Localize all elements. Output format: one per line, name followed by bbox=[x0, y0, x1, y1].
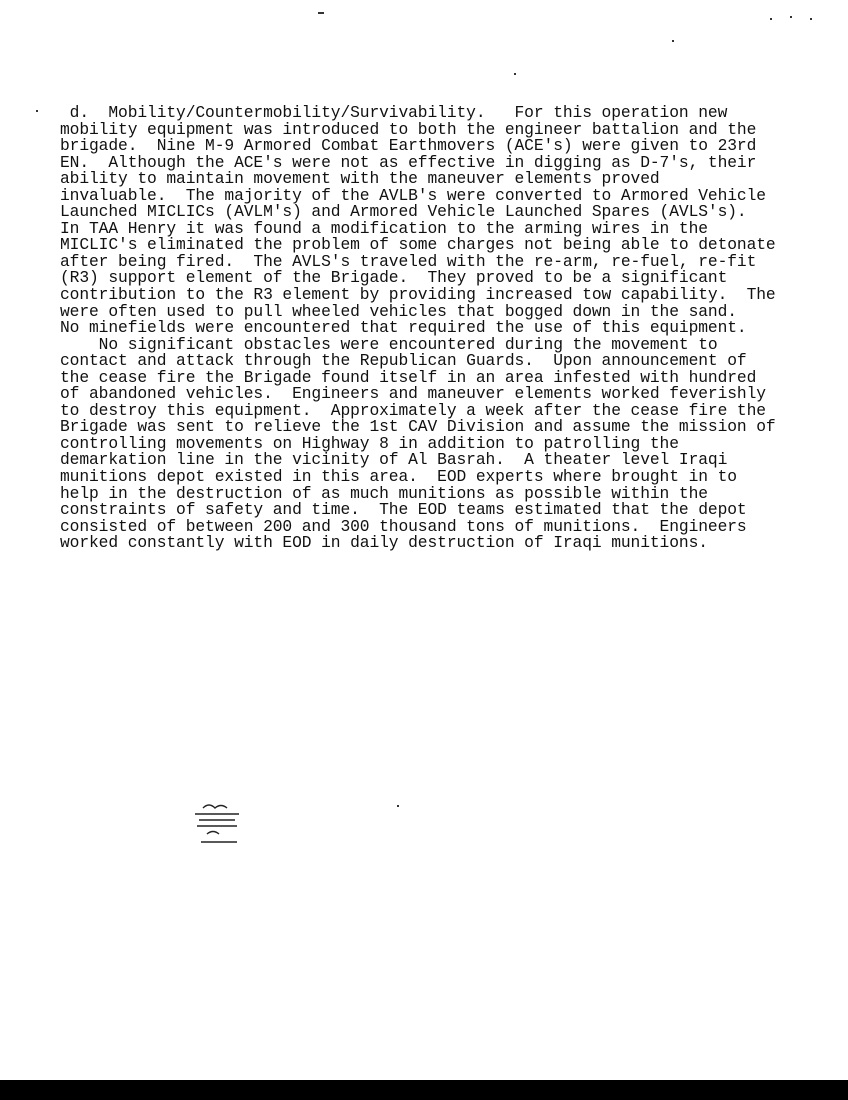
text-line: No minefields were encountered that required the use of this equipment. bbox=[60, 318, 747, 338]
text-line: constraints of safety and time. The EOD teams estimated that the depot bbox=[60, 500, 747, 520]
stamp-mark bbox=[185, 800, 247, 850]
text-line: In TAA Henry it was found a modification to the arming wires in the bbox=[60, 218, 708, 238]
scan-speck bbox=[790, 16, 792, 18]
text-line: Launched MICLICs (AVLM's) and Armored Vehicle Launched Spares (AVLS's). bbox=[60, 202, 747, 222]
text-line: MICLIC's eliminated the problem of some charges not being able to detonate bbox=[60, 235, 776, 255]
text-line: demarkation line in the vicinity of Al Basrah. A theater level Iraqi bbox=[60, 450, 728, 470]
text-line: worked constantly with EOD in daily destruction of Iraqi munitions. bbox=[60, 533, 708, 553]
text-line: Brigade was sent to relieve the 1st CAV Division and assume the mission of bbox=[60, 417, 776, 437]
scan-speck bbox=[397, 805, 399, 807]
text-line: ability to maintain movement with the maneuver elements proved bbox=[60, 169, 660, 189]
scan-speck bbox=[318, 12, 324, 14]
text-line: consisted of between 200 and 300 thousand tons of munitions. Engineers bbox=[60, 516, 747, 536]
text-line: of abandoned vehicles. Engineers and maneuver elements worked feverishly bbox=[60, 384, 766, 404]
scan-border bbox=[0, 1080, 848, 1100]
text-line: the cease fire the Brigade found itself in an area infested with hundred bbox=[60, 367, 757, 387]
text-line: d. Mobility/Countermobility/Survivability. For this operation new bbox=[60, 103, 728, 122]
text-line: to destroy this equipment. Approximately a week after the cease fire the bbox=[60, 400, 766, 420]
scan-speck bbox=[810, 18, 812, 20]
text-line: No significant obstacles were encountered during the movement to bbox=[60, 334, 718, 354]
scan-speck bbox=[672, 40, 674, 42]
text-line: EN. Although the ACE's were not as effective in digging as D-7's, their bbox=[60, 152, 757, 172]
text-line: invaluable. The majority of the AVLB's were converted to Armored Vehicle bbox=[60, 185, 766, 205]
text-line: after being fired. The AVLS's traveled with the re-arm, re-fuel, re-fit bbox=[60, 251, 757, 271]
text-line: brigade. Nine M-9 Armored Combat Earthmovers (ACE's) were given to 23rd bbox=[60, 136, 757, 156]
text-line: were often used to pull wheeled vehicles that bogged down in the sand. bbox=[60, 301, 737, 321]
text-line: contact and attack through the Republican Guards. Upon announcement of bbox=[60, 351, 747, 371]
text-line: help in the destruction of as much munitions as possible within the bbox=[60, 483, 708, 503]
text-line: contribution to the R3 element by providing increased tow capability. The bbox=[60, 285, 776, 305]
text-line: controlling movements on Highway 8 in addition to patrolling the bbox=[60, 433, 679, 453]
scan-speck bbox=[770, 18, 772, 20]
document-body bbox=[60, 105, 776, 552]
text-line: munitions depot existed in this area. EOD experts where brought in to bbox=[60, 467, 737, 487]
text-line: (R3) support element of the Brigade. They proved to be a significant bbox=[60, 268, 728, 288]
text-line: mobility equipment was introduced to both the engineer battalion and the bbox=[60, 119, 757, 139]
scan-speck bbox=[514, 73, 516, 75]
scan-speck bbox=[36, 110, 38, 112]
